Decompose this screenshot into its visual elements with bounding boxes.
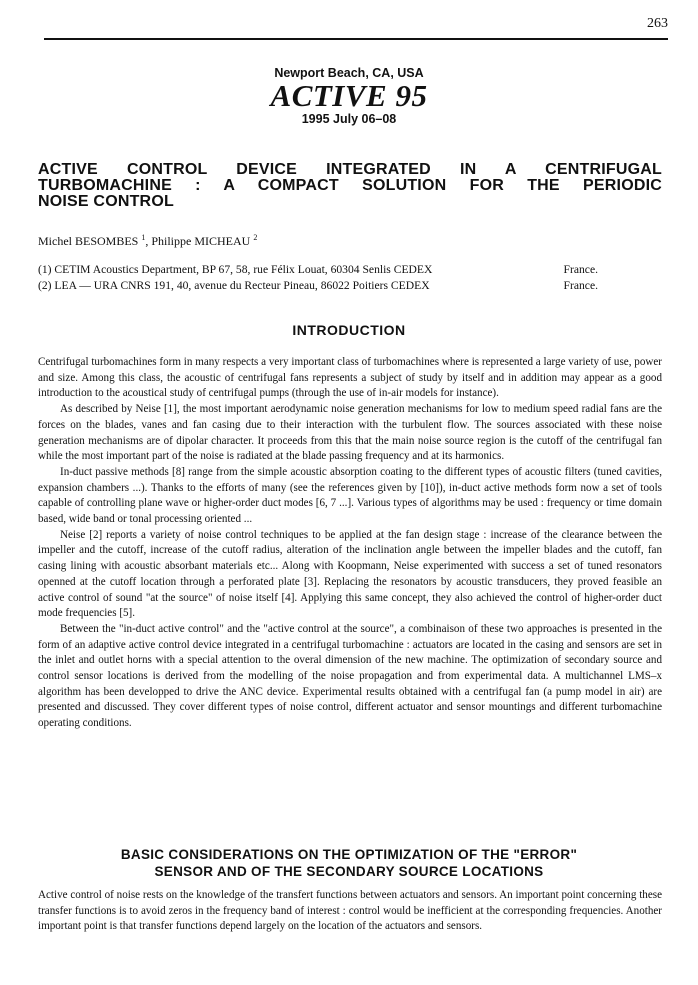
title-line-3: NOISE CONTROL xyxy=(38,193,174,210)
affiliation-1 xyxy=(38,262,598,278)
title-line-1: ACTIVE CONTROL DEVICE INTEGRATED IN A CENTRIFUGAL xyxy=(38,161,662,178)
conference-block xyxy=(0,66,698,126)
intro-paragraph-3: In-duct passive methods [8] range from the simple acoustic absorption coating to the different types of acoustic filters (tuned cavities, expansion chambers ...). Thanks to the efforts of many (see the references given by [10]), in-duct active methods form now a set of tools capable of controlling plane wave or higher-order duct modes [6, 7 ...]. Various types of algorithms may be used : frequency or time domain based, wide band or tonal processing oriented ... xyxy=(38,465,662,526)
title-line-2: TURBOMACHINE : A COMPACT SOLUTION FOR THE PERIODIC xyxy=(38,177,662,194)
affiliation-2-text: (2) LEA — URA CNRS 191, 40, avenue du Recteur Pineau, 86022 Poitiers CEDEX xyxy=(38,279,430,292)
conference-place: Newport Beach, CA, USA xyxy=(274,66,424,80)
intro-paragraph-1: Centrifugal turbomachines form in many respects a very important class of turbomachines where is represented a large variety of use, power and size. Among this class, the acoustic of centrifugal fans represents a subject of study by itself and in addition may appear as a good introduction to the acoustical study of centrifugal pumps (through the use of in-air models for instance). xyxy=(38,356,662,400)
basic-considerations-body xyxy=(38,888,662,935)
introduction-body xyxy=(38,355,662,732)
introduction-heading: INTRODUCTION xyxy=(292,322,406,338)
author-line xyxy=(38,233,257,249)
affiliation-1-text: (1) CETIM Acoustics Department, BP 67, 58, rue Félix Louat, 60304 Senlis CEDEX xyxy=(38,263,433,276)
intro-paragraph-2: As described by Neise [1], the most important aerodynamic noise generation mechanisms for low to medium speed radial fans are the forces on the blades, vanes and fan casing due to their interaction with the turbulent flow. The sources associated with these noise generation mechanisms are of dipolar character. It proceeds from this that the main noise source region is the cutoff of the centrifugal fan while the most important part of the noise is radiated at the blade passing frequency and at its harmonics. xyxy=(38,403,662,463)
author-2-affil-marker: 2 xyxy=(253,233,258,242)
basic-heading-line-2: SENSOR AND OF THE SECONDARY SOURCE LOCATIONS xyxy=(154,864,544,879)
intro-paragraph-4: Neise [2] reports a variety of noise control techniques to be applied at the fan design stage : increase of the clearance between the impeller and the cutoff, increase of the cutoff radius, alteration of the inclination angle between the impeller blades and the cutoff, fan casing lining with acoustic absorbant materials etc... Along with Koopmann, Neise experimented with success a set of tuned resonators openned at the cutoff location through a perforated plate [3]. Replacing the resonators by acoustic transducers, they proved feasible an active control of sound "at the source" of noise itself [4]. Applying this same concept, they also achieved the control of higher-order duct mode frequencies [5]. xyxy=(38,528,662,620)
basic-heading-line-1: BASIC CONSIDERATIONS ON THE OPTIMIZATION OF THE "ERROR" xyxy=(120,847,578,862)
basic-paragraph-1: Active control of noise rests on the knowledge of the transfert functions between actuators and sensors. An important point concerning these transfer functions is to avoid zeros in the frequency band of interest : control would be inefficient at the corresponding frequencies. Another important point is that transfer functions depend largely on the location of the actuators and sensors. xyxy=(38,889,662,933)
affiliations xyxy=(38,262,598,294)
author-1-affil-marker: 1 xyxy=(141,233,146,242)
affiliation-2 xyxy=(38,278,598,294)
intro-paragraph-5: Between the "in-duct active control" and the "active control at the source", a combinaison of these two approaches is presented in the form of an adaptive active control device integrated in a centrifugal turbomachine : actuators are located in the casing and sensors are set in the inlet and outlet horns with a special attention to the overal dimension of the new machine. The optimization of secondary source and control sensor locations is derived from the modelling of the noise propagation and from experimental data. A multichannel LMS–x algorithm has been developped to drive the ANC device. Experimental results obtained with a centrifugal fan (a pump model in air) are presented and discussed. They cover different types of noise control, different actuator and sensor mountings and different turbomachine operating conditions. xyxy=(38,622,662,730)
conference-date: 1995 July 06–08 xyxy=(301,112,397,126)
paper-title xyxy=(38,162,662,210)
page-number: 263 xyxy=(647,16,668,31)
header-rule xyxy=(44,38,668,40)
affiliation-2-country: France. xyxy=(563,279,598,292)
basic-considerations-heading xyxy=(0,846,698,880)
author-separator: , xyxy=(145,234,152,248)
conference-name: ACTIVE 95 xyxy=(270,78,428,113)
author-1: Michel BESOMBES xyxy=(38,234,139,248)
affiliation-1-country: France. xyxy=(563,263,598,276)
author-2: Philippe MICHEAU xyxy=(151,234,251,248)
